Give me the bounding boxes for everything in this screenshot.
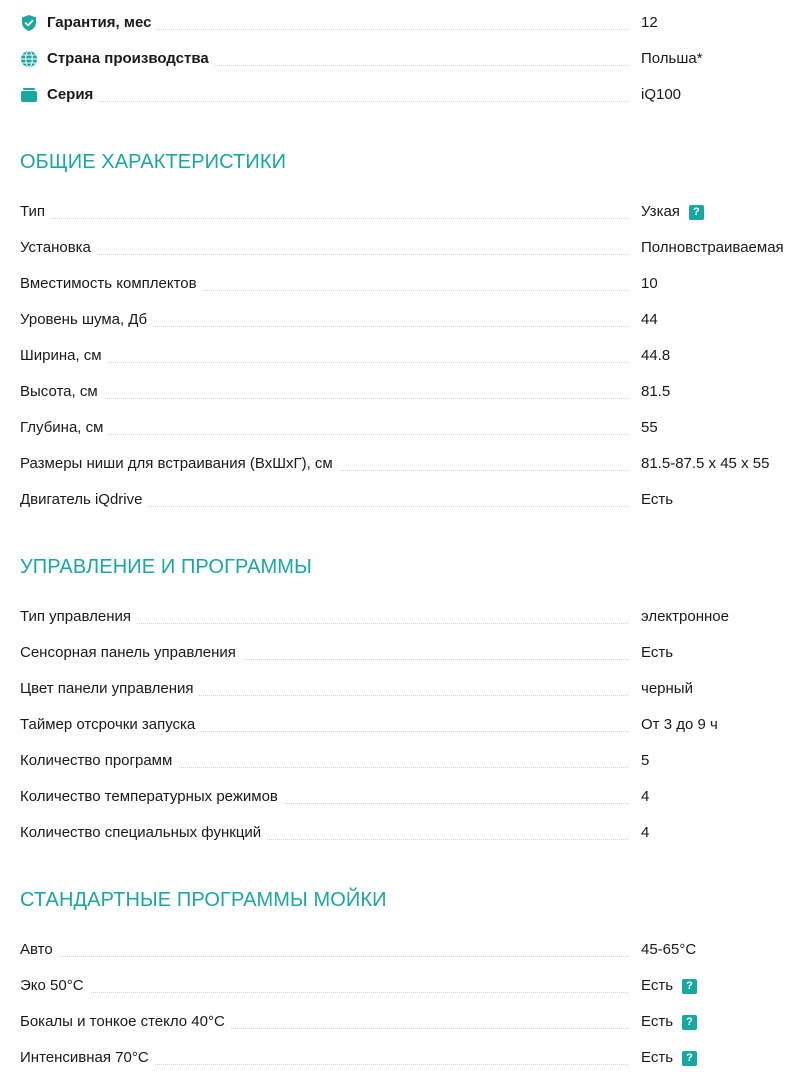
spec-value: 55 xyxy=(641,419,658,436)
spec-value: черный xyxy=(641,680,693,697)
dotted-leader xyxy=(20,218,628,219)
spec-row xyxy=(20,751,803,787)
section-title-programs: СТАНДАРТНЫЕ ПРОГРАММЫ МОЙКИ xyxy=(20,889,387,911)
help-icon[interactable]: ? xyxy=(682,1015,697,1030)
spec-label: Двигатель iQdrive xyxy=(20,490,148,510)
spec-value: 5 xyxy=(641,752,650,769)
spec-value: электронное xyxy=(641,608,729,625)
spec-label: Высота, см xyxy=(20,382,104,402)
spec-label: Авто xyxy=(20,940,59,960)
spec-label: Уровень шума, Дб xyxy=(20,310,153,330)
spec-value: 44 xyxy=(641,311,658,328)
spec-row xyxy=(20,238,803,274)
help-icon[interactable]: ? xyxy=(689,205,704,220)
section-title-controls: УПРАВЛЕНИЕ И ПРОГРАММЫ xyxy=(20,556,312,578)
dotted-leader xyxy=(20,398,628,399)
spec-row xyxy=(20,643,803,679)
spec-label: Эко 50°C xyxy=(20,976,90,996)
spec-value: 45-65°C xyxy=(641,941,697,958)
spec-label: Тип управления xyxy=(20,607,137,627)
spec-row xyxy=(20,454,803,490)
dotted-leader xyxy=(20,992,628,993)
dotted-leader xyxy=(20,434,628,435)
spec-value: 81.5 xyxy=(641,383,671,400)
dotted-leader xyxy=(20,956,628,957)
help-icon[interactable]: ? xyxy=(682,979,697,994)
spec-label: Ширина, см xyxy=(20,346,108,366)
spec-row xyxy=(20,787,803,823)
spec-value: Есть ? xyxy=(641,1012,697,1032)
spec-value: 4 xyxy=(641,824,650,841)
spec-label: Количество специальных функций xyxy=(20,823,267,843)
spec-row xyxy=(20,823,803,859)
spec-value: Есть ? xyxy=(641,1048,697,1068)
spec-value: От 3 до 9 ч xyxy=(641,716,718,733)
spec-row xyxy=(20,202,803,238)
spec-value: Есть xyxy=(641,644,674,661)
spec-label: Сенсорная панель управления xyxy=(20,643,242,663)
spec-row-warranty xyxy=(20,13,803,49)
spec-value: Есть ? xyxy=(641,976,697,996)
spec-row xyxy=(20,1012,803,1048)
spec-label: Интенсивная 70°C xyxy=(20,1048,155,1068)
spec-row xyxy=(20,310,803,346)
stack-icon xyxy=(20,86,38,104)
spec-value: 4 xyxy=(641,788,650,805)
spec-value: Узкая ? xyxy=(641,202,704,222)
spec-row xyxy=(20,679,803,715)
globe-icon xyxy=(20,50,38,68)
spec-label: Цвет панели управления xyxy=(20,679,199,699)
spec-value: Есть xyxy=(641,491,674,508)
spec-value: iQ100 xyxy=(641,86,682,103)
spec-row xyxy=(20,607,803,643)
spec-label: Гарантия, мес xyxy=(20,13,157,33)
spec-row xyxy=(20,715,803,751)
spec-value: 10 xyxy=(641,275,658,292)
section-title-general: ОБЩИЕ ХАРАКТЕРИСТИКИ xyxy=(20,151,287,173)
spec-value: 44.8 xyxy=(641,347,671,364)
spec-row xyxy=(20,382,803,418)
spec-row xyxy=(20,274,803,310)
spec-label: Количество программ xyxy=(20,751,178,771)
spec-row xyxy=(20,976,803,1012)
spec-label: Глубина, см xyxy=(20,418,109,438)
spec-row xyxy=(20,940,803,976)
dotted-leader xyxy=(20,101,628,102)
dotted-leader xyxy=(20,254,628,255)
dotted-leader xyxy=(20,362,628,363)
spec-value: Полновстраиваемая xyxy=(641,239,784,256)
spec-label: Таймер отсрочки запуска xyxy=(20,715,201,735)
spec-row-series xyxy=(20,85,803,121)
spec-value: 12 xyxy=(641,14,658,31)
shield-check-icon xyxy=(20,14,38,32)
spec-label: Установка xyxy=(20,238,97,258)
spec-label: Серия xyxy=(20,85,99,105)
spec-label: Вместимость комплектов xyxy=(20,274,203,294)
spec-label: Страна производства xyxy=(20,49,215,69)
help-icon[interactable]: ? xyxy=(682,1051,697,1066)
spec-row xyxy=(20,346,803,382)
spec-label: Количество температурных режимов xyxy=(20,787,284,807)
spec-row-country xyxy=(20,49,803,85)
spec-value: Польша* xyxy=(641,50,703,67)
spec-row xyxy=(20,1048,803,1084)
spec-label: Размеры ниши для встраивания (ВхШхГ), см xyxy=(20,454,339,474)
spec-row xyxy=(20,490,803,526)
spec-row xyxy=(20,418,803,454)
spec-label: Бокалы и тонкое стекло 40°C xyxy=(20,1012,231,1032)
spec-value: 81.5-87.5 х 45 х 55 xyxy=(641,455,770,472)
spec-label: Тип xyxy=(20,202,51,222)
